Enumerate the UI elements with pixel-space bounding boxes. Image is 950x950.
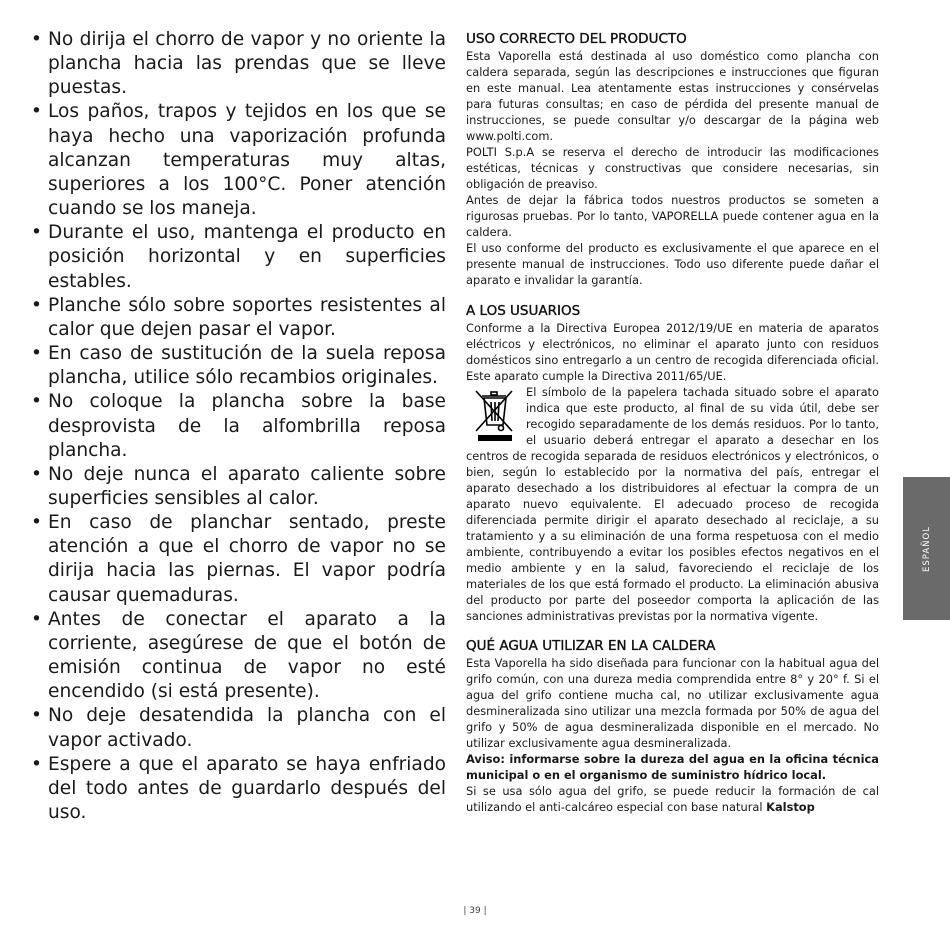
section-heading: A LOS USUARIOS bbox=[466, 303, 581, 319]
list-item: • Durante el uso, mantenga el producto en posición horizontal y en superficies estables. bbox=[30, 221, 446, 293]
language-tab-label: ESPAÑOL bbox=[921, 525, 932, 572]
list-item: • Planche sólo sobre soportes resistentes al calor que dejen pasar el vapor. bbox=[30, 294, 446, 342]
list-item: • No coloque la plancha sobre la base desprovista de la alfombrilla reposa plancha. bbox=[30, 390, 446, 462]
list-item: • Antes de conectar el aparato a la corriente, asegúrese de que el botón de emisión continua de vapor no esté encendido (si está presente). bbox=[30, 608, 446, 705]
section-agua bbox=[466, 637, 879, 815]
list-item: • No deje nunca el aparato caliente sobre superficies sensibles al calor. bbox=[30, 463, 446, 511]
list-item: • En caso de sustitución de la suela reposa plancha, utilice sólo recambios originales. bbox=[30, 342, 446, 390]
brand-name: Kalstop bbox=[766, 800, 815, 814]
weee-paragraph bbox=[466, 384, 879, 624]
page-number: | 39 | bbox=[463, 906, 487, 916]
paragraph: Esta Vaporella está destinada al uso doméstico como plancha con caldera separada, según las descripciones e instrucciones que figuran en este manual. Lea atentamente estas instrucciones y consérvelas para futuras consultas; en caso de pérdida del presente manual de instrucciones, se puede consultar y/o descargar de la página web www.polti.com. bbox=[466, 49, 879, 143]
paragraph: El símbolo de la papelera tachada situado sobre el aparato indica que este producto, al final de su vida útil, debe ser recogido separadamente de los demás residuos. Por lo tanto, el usuario deberá entregar el aparato a desechar en los centros de recogida separada de residuos electrónicos y electrónicos, o bien, según lo establecido por la normativa del país, entregar el aparato desechado a los distribuidores al efectuar la compra de un aparato nuevo equivalente. El adecuado proceso de recogida diferenciada permite dirigir el aparato desechado al reciclaje, a su tratamiento y a su eliminación de una forma respetuosa con el medio ambiente, contribuyendo a evitar los posibles efectos negativos en el medio ambiente y en la salud, favoreciendo el reciclaje de los materiales de los que está formado el producto. La eliminación abusiva del producto por parte del poseedor comporta la aplicación de las sanciones administrativas previstas por la normativa vigente. bbox=[466, 385, 879, 623]
paragraph bbox=[466, 783, 879, 815]
notice-text: Aviso: informarse sobre la dureza del agua en la oficina técnica municipal o en el organismo de suministro hídrico local. bbox=[466, 752, 879, 782]
info-column bbox=[466, 30, 879, 815]
list-item: • Los paños, trapos y tejidos en los que se haya hecho una vaporización profunda alcanzan temperaturas muy altas, superiores a los 100°C. Poner atención cuando se los maneja. bbox=[30, 100, 446, 221]
paragraph: El uso conforme del producto es exclusivamente el que aparece en el presente manual de instrucciones. Todo uso diferente puede dañar el aparato e invalidar la garantía. bbox=[466, 241, 879, 287]
safety-warnings-list bbox=[30, 28, 446, 825]
paragraph: POLTI S.p.A se reserva el derecho de introducir las modificaciones estéticas, técnicas y constructivas que considere necesarias, sin obligación de preaviso. bbox=[466, 145, 879, 191]
list-item: • No deje desatendida la plancha con el vapor activado. bbox=[30, 704, 446, 752]
section-heading: USO CORRECTO DEL PRODUCTO bbox=[466, 31, 687, 47]
list-item: • En caso de planchar sentado, preste atención a que el chorro de vapor no se dirija hacia las piernas. El vapor podría causar quemaduras. bbox=[30, 511, 446, 608]
list-item: • Espere a que el aparato se haya enfriado del todo antes de guardarlo después del uso. bbox=[30, 753, 446, 825]
language-tab bbox=[903, 477, 950, 620]
section-heading: QUÉ AGUA UTILIZAR EN LA CALDERA bbox=[466, 638, 716, 654]
safety-warnings-column bbox=[30, 28, 446, 825]
section-usuarios bbox=[466, 302, 879, 624]
crossed-out-wheelie-bin-icon bbox=[470, 387, 520, 445]
paragraph: Antes de dejar la fábrica todos nuestros productos se someten a rigurosas pruebas. Por lo tanto, VAPORELLA puede contener agua en la caldera. bbox=[466, 193, 879, 239]
paragraph: Esta Vaporella ha sido diseñada para funcionar con la habitual agua del grifo común, con una dureza media comprendida entre 8° y 20° f. Si el agua del grifo contiene mucha cal, no utilizar exclusivamente agua desmineralizada sino utilizar una mezcla formada por 50% de agua del grifo y 50% de agua desmineralizada disponible en el mercado. No utilizar exclusivamente agua desmineralizada. bbox=[466, 656, 879, 750]
paragraph-text: Si se usa sólo agua del grifo, se puede reducir la formación de cal utilizando el anti-calcáreo especial con base natural bbox=[466, 784, 879, 814]
paragraph: Conforme a la Directiva Europea 2012/19/UE en materia de aparatos eléctricos y electrónicos, no eliminar el aparato junto con residuos domésticos sino entregarlo a un centro de recogida diferenciada oficial. Este aparato cumple la Directiva 2011/65/UE. bbox=[466, 321, 879, 383]
list-item: • No dirija el chorro de vapor y no oriente la plancha hacia las prendas que se lleve puestas. bbox=[30, 28, 446, 100]
section-uso-correcto bbox=[466, 30, 879, 288]
